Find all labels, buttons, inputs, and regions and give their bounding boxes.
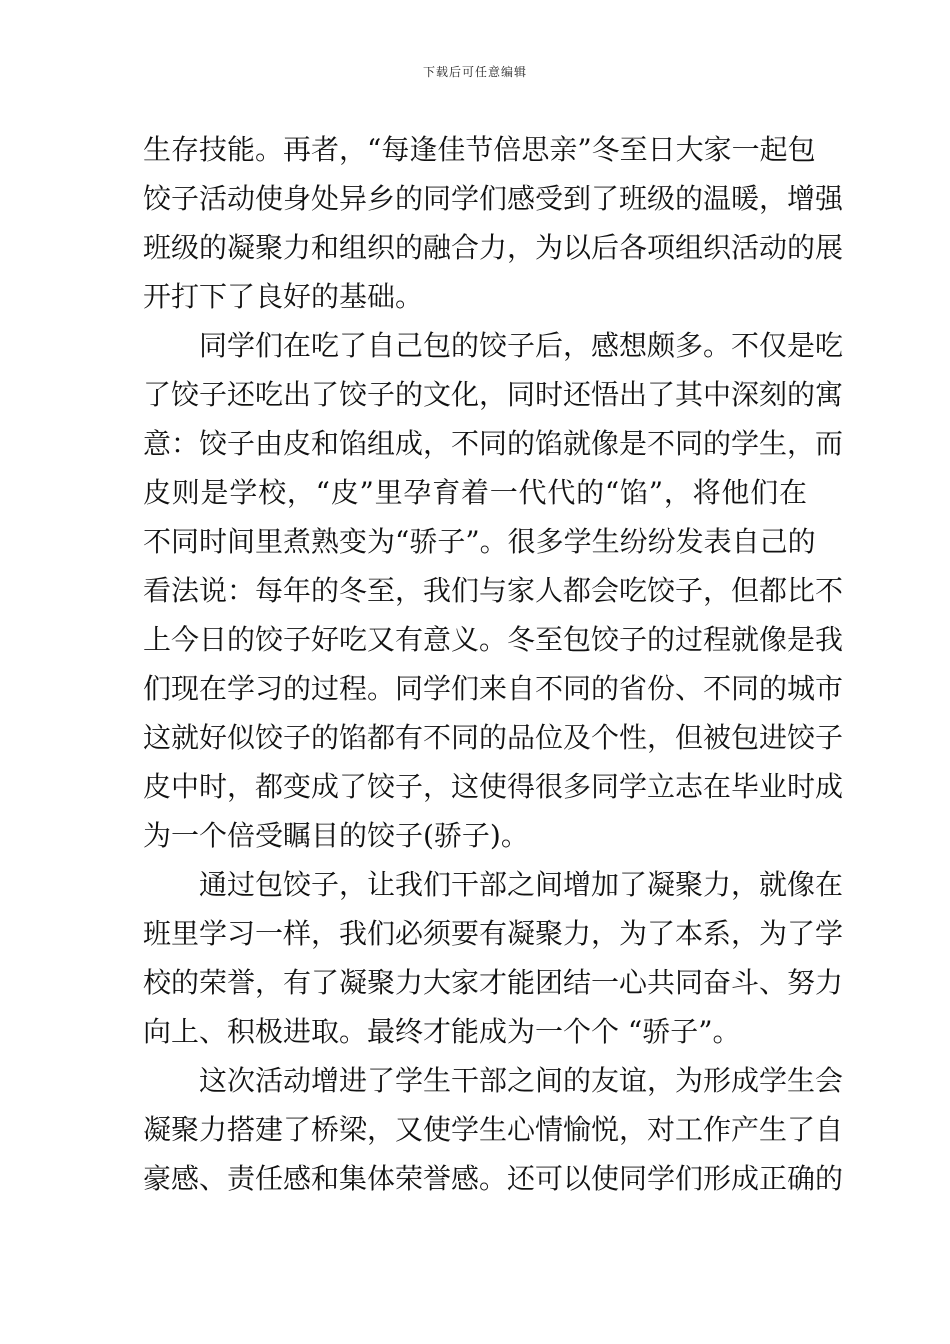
text-line: 了饺子还吃出了饺子的文化，同时还悟出了其中深刻的寓 [143,378,844,411]
text-line: 意：饺子由皮和馅组成，不同的馅就像是不同的学生，而 [143,427,844,460]
text-line: 饺子活动使身处异乡的同学们感受到了班级的温暖，增强 [143,182,844,215]
text-line: 凝聚力搭建了桥梁，又使学生心情愉悦，对工作产生了自 [143,1113,844,1146]
text-line: 不同时间里煮熟变为“骄子”。很多学生纷纷发表自己的 [143,525,816,558]
text-line: 班级的凝聚力和组织的融合力，为以后各项组织活动的展 [143,231,844,264]
text-line: 通过包饺子，让我们干部之间增加了凝聚力，就像在 [199,868,844,901]
text-line: 看法说：每年的冬至，我们与家人都会吃饺子，但都比不 [143,574,844,607]
text-line: 皮则是学校，“皮”里孕育着一代代的“馅”，将他们在 [143,476,807,509]
text-line: 同学们在吃了自己包的饺子后，感想颇多。不仅是吃 [199,329,844,362]
text-line: 生存技能。再者，“每逢佳节倍思亲”冬至日大家一起包 [143,133,816,166]
text-line: 豪感、责任感和集体荣誉感。还可以使同学们形成正确的 [143,1162,844,1195]
page-header-note: 下载后可任意编辑 [422,65,527,79]
document-body [143,125,844,1203]
text-line: 向上、积极进取。最终才能成为一个个 “骄子”。 [143,1015,741,1048]
text-line: 开打下了良好的基础。 [143,280,424,313]
text-line: 校的荣誉，有了凝聚力大家才能团结一心共同奋斗、努力 [143,966,844,999]
text-line: 这就好似饺子的馅都有不同的品位及个性，但被包进饺子 [143,721,844,754]
text-line: 皮中时，都变成了饺子，这使得很多同学立志在毕业时成 [143,770,844,803]
text-line: 班里学习一样，我们必须要有凝聚力，为了本系，为了学 [143,917,844,950]
text-line: 们现在学习的过程。同学们来自不同的省份、不同的城市 [143,672,844,705]
text-line: 这次活动增进了学生干部之间的友谊，为形成学生会 [199,1064,844,1097]
text-line: 为一个倍受瞩目的饺子(骄子)。 [143,819,529,852]
text-line: 上今日的饺子好吃又有意义。冬至包饺子的过程就像是我 [143,623,844,656]
